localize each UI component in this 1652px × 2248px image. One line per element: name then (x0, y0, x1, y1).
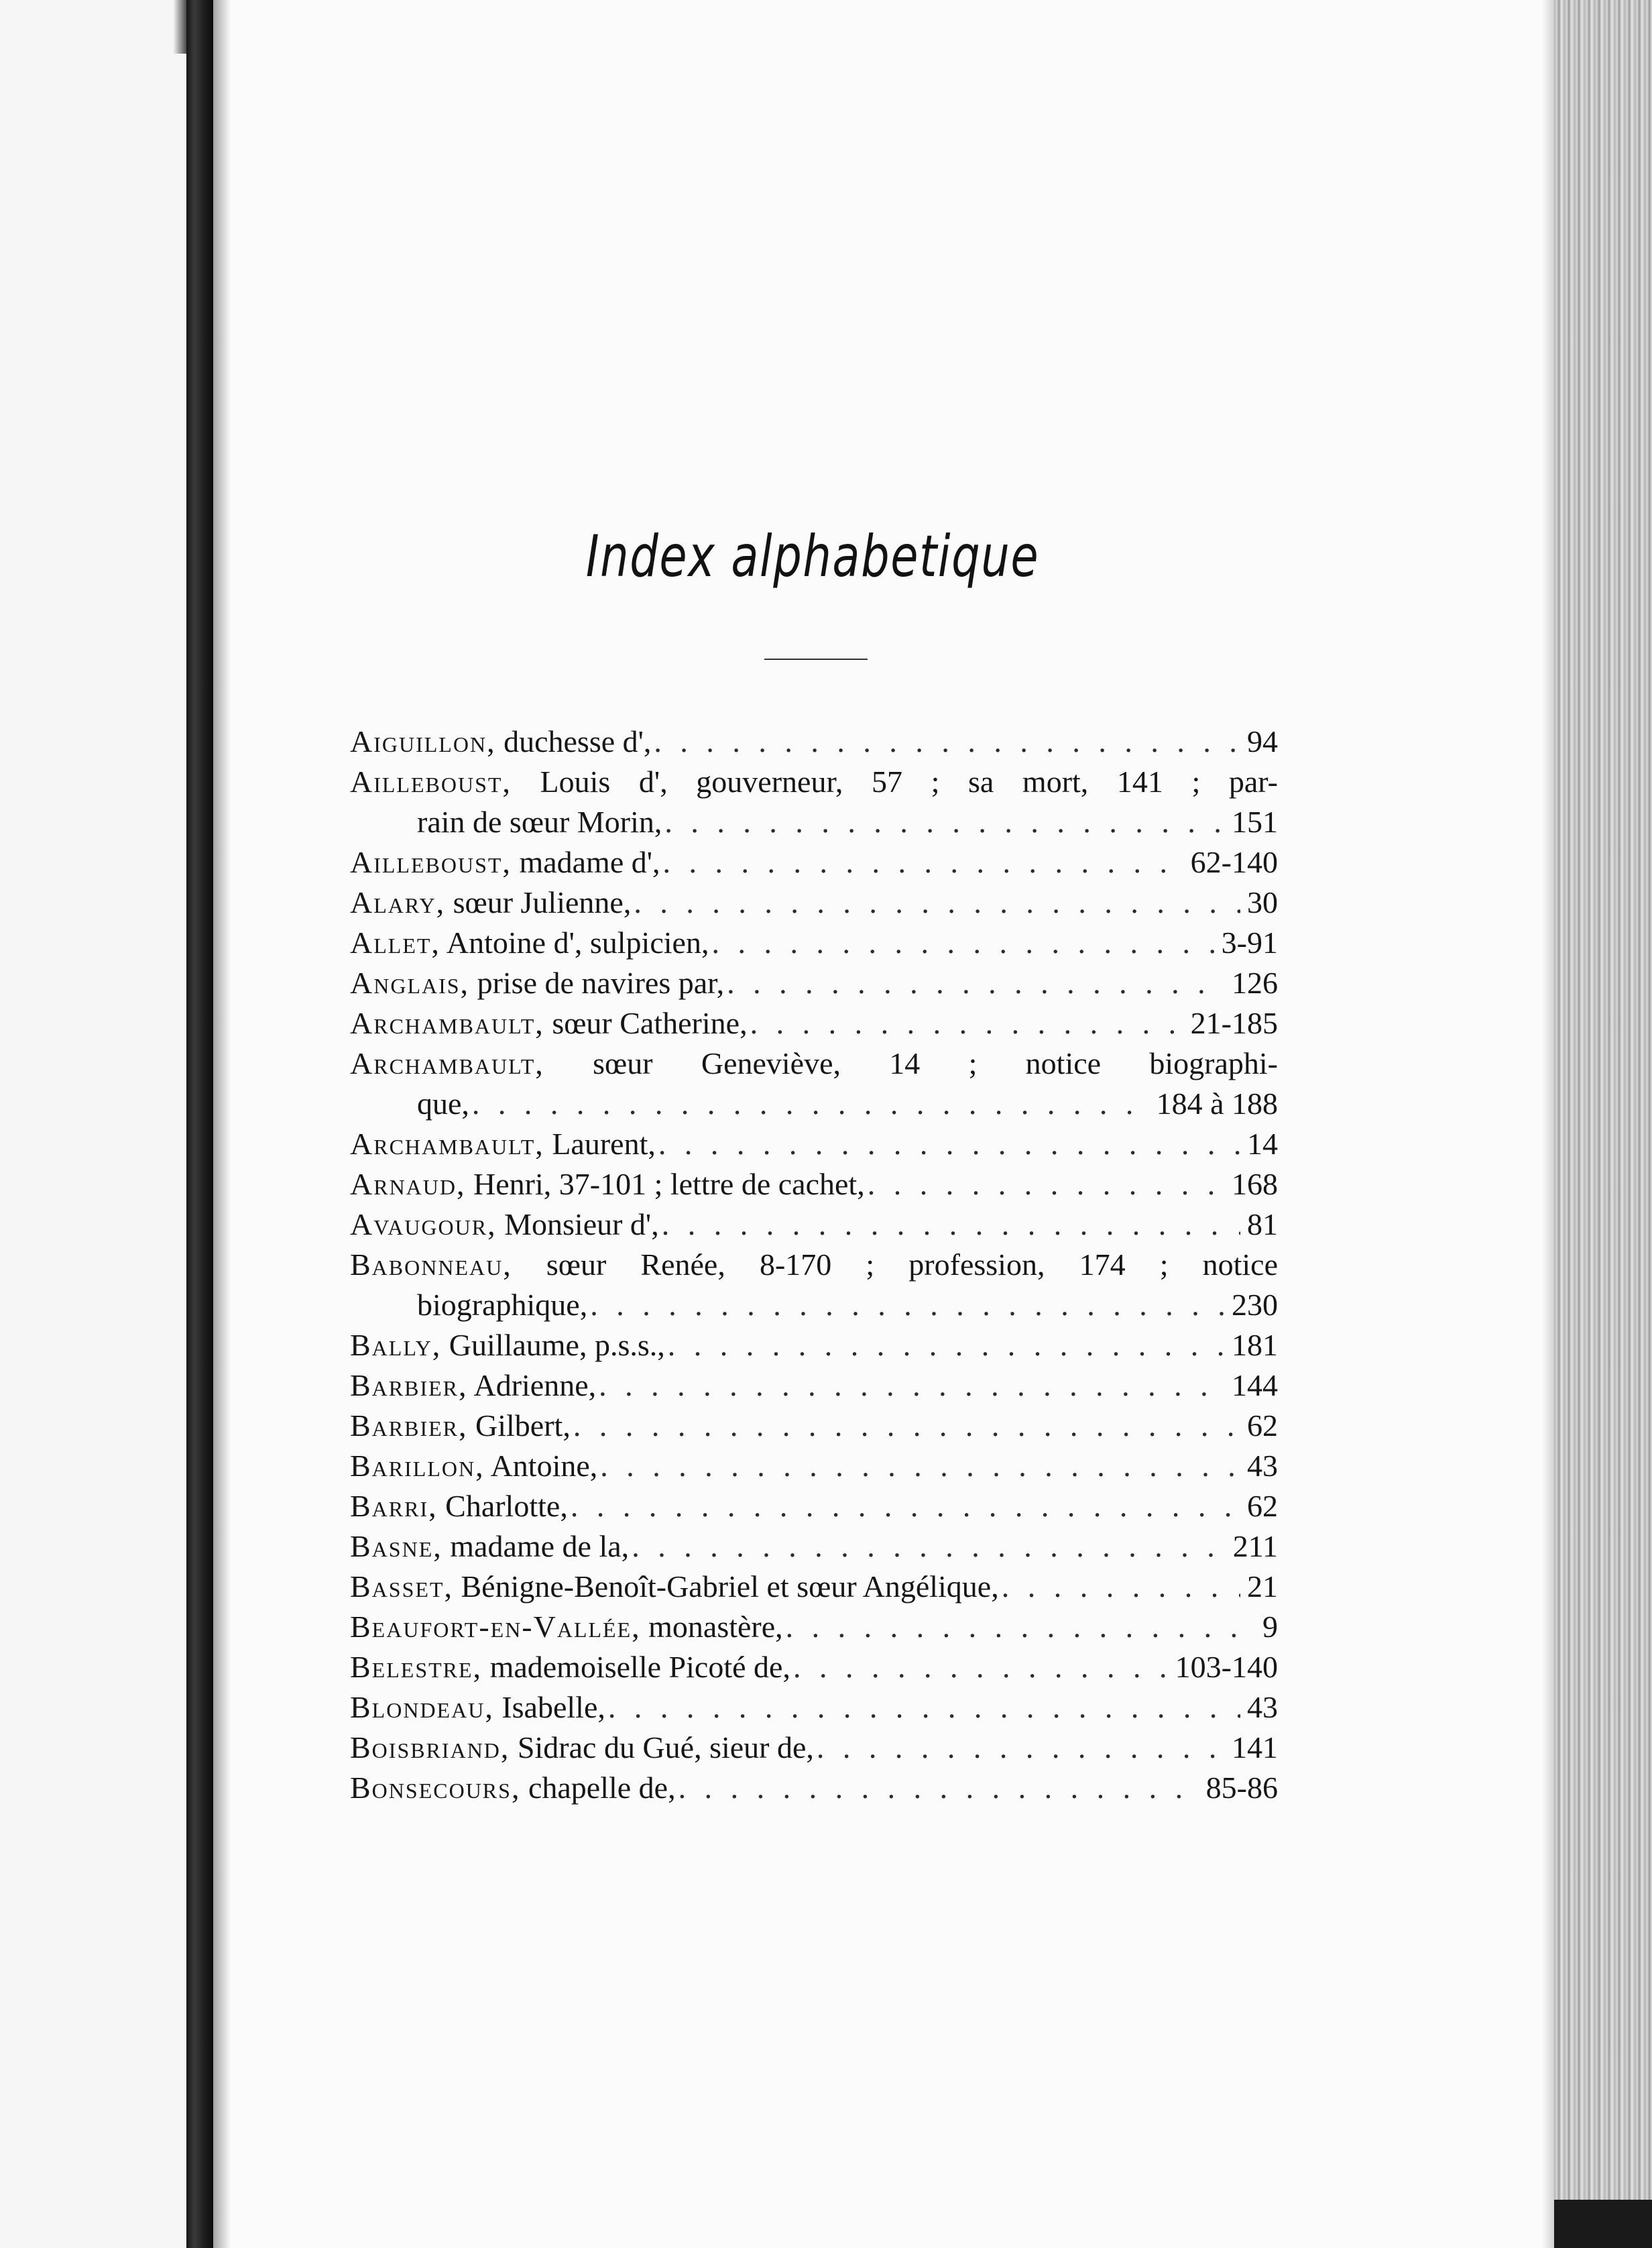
dot-leader (608, 1687, 1240, 1728)
entry-text: biographique, (417, 1288, 588, 1322)
entry-text: sœur Renée, 8-170 ; profession, 174 ; notice (512, 1247, 1278, 1282)
dot-leader (678, 1768, 1199, 1808)
dot-leader (658, 1124, 1240, 1164)
entry-pages: 9 (1262, 1610, 1278, 1644)
entry-heading: Bonsecours, (350, 1771, 521, 1805)
entry-text: madame d', (511, 845, 660, 879)
dot-leader (634, 883, 1240, 923)
index-entry (350, 1124, 1278, 1164)
entry-text: sœur Geneviève, 14 ; notice biographi- (544, 1046, 1278, 1080)
index-entry (350, 1768, 1278, 1808)
entry-pages: 21 (1247, 1569, 1278, 1604)
entry-pages: 94 (1247, 724, 1278, 758)
index-entry-continuation (350, 802, 1278, 842)
dot-leader (786, 1607, 1256, 1647)
entry-heading: Allet, (350, 925, 440, 960)
entry-heading: Bally, (350, 1328, 442, 1362)
entry-pages: 230 (1232, 1288, 1278, 1322)
entry-heading: Archambault, (350, 1127, 544, 1161)
entry-heading: Babonneau, (350, 1247, 512, 1282)
entry-text: Adrienne, (467, 1368, 597, 1402)
entry-heading: Alary, (350, 885, 446, 919)
index-entry (350, 883, 1278, 923)
entry-heading: Barbier, (350, 1368, 468, 1402)
index-entry (350, 1204, 1278, 1245)
entry-text: que, (417, 1086, 469, 1121)
entry-text: Sidrac du Gué, sieur de, (510, 1730, 814, 1764)
dot-leader (793, 1647, 1169, 1687)
entry-heading: Beaufort-en-Vallée, (350, 1610, 641, 1644)
entry-heading: Ailleboust, (350, 845, 512, 879)
entry-heading: Archambault, (350, 1046, 544, 1080)
entry-text: duchesse d', (495, 724, 652, 758)
entry-text: monastère, (640, 1610, 783, 1644)
scan-top-mark (173, 0, 188, 54)
dot-leader (571, 1486, 1240, 1526)
index-entry (350, 722, 1278, 762)
entry-pages: 81 (1247, 1207, 1278, 1241)
entry-pages: 43 (1247, 1690, 1278, 1724)
index-entry (350, 1526, 1278, 1567)
entry-text: mademoiselle Picoté de, (482, 1650, 790, 1684)
index-entry (350, 1687, 1278, 1728)
title-rule (764, 659, 868, 660)
scan-gutter-shadow (213, 0, 231, 2248)
entry-text: Bénigne-Benoît-Gabriel et sœur Angélique, (453, 1569, 999, 1604)
entry-text: Isabelle, (493, 1690, 605, 1724)
dot-leader (664, 802, 1225, 842)
dot-leader (727, 963, 1225, 1003)
entry-pages: 126 (1232, 966, 1278, 1000)
scan-left-page-edge (0, 0, 186, 2248)
entry-text: chapelle de, (520, 1771, 676, 1805)
entry-pages: 21-185 (1190, 1006, 1278, 1040)
entry-heading: Barillon, (350, 1449, 485, 1483)
index-entry (350, 1406, 1278, 1446)
entry-pages: 43 (1247, 1449, 1278, 1483)
entry-text: Antoine, (484, 1449, 598, 1483)
scan-book-gutter (186, 0, 213, 2248)
entry-heading: Barbier, (350, 1408, 468, 1443)
index-entry (350, 1567, 1278, 1607)
entry-heading: Arnaud, (350, 1167, 466, 1201)
entry-text: Charlotte, (437, 1489, 568, 1523)
index-entry-continuation (350, 1084, 1278, 1124)
index-entry (350, 1728, 1278, 1768)
entry-pages: 184 à 188 (1156, 1086, 1278, 1121)
entry-pages: 211 (1232, 1529, 1278, 1563)
entry-pages: 144 (1232, 1368, 1278, 1402)
entry-text: Henri, 37-101 ; lettre de cachet, (465, 1167, 865, 1201)
index-entry (350, 1245, 1278, 1285)
scan-page-edges (1554, 0, 1652, 2248)
dot-leader (750, 1003, 1184, 1044)
entry-pages: 85-86 (1205, 1771, 1278, 1805)
scan-bottom-corner (1554, 2200, 1652, 2248)
dot-leader (600, 1446, 1240, 1486)
entry-text: Laurent, (544, 1127, 656, 1161)
entry-text: madame de la, (442, 1529, 630, 1563)
entry-pages: 62 (1247, 1408, 1278, 1443)
index-entry (350, 1486, 1278, 1526)
entry-heading: Barri, (350, 1489, 438, 1523)
entry-text: Gilbert, (467, 1408, 571, 1443)
entry-pages: 3-91 (1221, 925, 1278, 960)
index-entry-continuation (350, 1285, 1278, 1325)
dot-leader (573, 1406, 1240, 1446)
dot-leader (654, 722, 1240, 762)
index-entry (350, 1044, 1278, 1084)
entry-pages: 62 (1247, 1489, 1278, 1523)
entry-heading: Aiguillon, (350, 724, 496, 758)
dot-leader (868, 1164, 1225, 1204)
index-entry (350, 1607, 1278, 1647)
index-entry (350, 1003, 1278, 1044)
entry-heading: Boisbriand, (350, 1730, 510, 1764)
entry-pages: 168 (1232, 1167, 1278, 1201)
entry-text: prise de navires par, (469, 966, 725, 1000)
entry-text: Antoine d', sulpicien, (440, 925, 709, 960)
index-entry (350, 1647, 1278, 1687)
entry-heading: Basset, (350, 1569, 453, 1604)
entry-pages: 151 (1232, 805, 1278, 839)
dot-leader (668, 1325, 1225, 1365)
dot-leader (662, 1204, 1240, 1245)
index-entry (350, 1164, 1278, 1204)
entry-pages: 14 (1247, 1127, 1278, 1161)
entry-heading: Blondeau, (350, 1690, 494, 1724)
index-entry (350, 1325, 1278, 1365)
scan-right-shadow (1542, 0, 1555, 2248)
dot-leader (663, 842, 1184, 883)
entry-pages: 62-140 (1190, 845, 1278, 879)
entry-pages: 181 (1232, 1328, 1278, 1362)
index-entry (350, 842, 1278, 883)
dot-leader (1002, 1567, 1240, 1607)
entry-heading: Anglais, (350, 966, 470, 1000)
entry-pages: 141 (1232, 1730, 1278, 1764)
dot-leader (599, 1365, 1225, 1406)
entry-text: sœur Catherine, (544, 1006, 748, 1040)
dot-leader (590, 1285, 1225, 1325)
index-entry (350, 963, 1278, 1003)
entry-text: sœur Julienne, (445, 885, 632, 919)
entry-heading: Avaugour, (350, 1207, 497, 1241)
index-entry (350, 1365, 1278, 1406)
entry-text: Guillaume, p.s.s., (441, 1328, 665, 1362)
entry-pages: 30 (1247, 885, 1278, 919)
entry-heading: Basne, (350, 1529, 442, 1563)
entry-heading: Ailleboust, (350, 765, 512, 799)
page-title: Index alphabetique (585, 523, 1040, 590)
index-entry (350, 1446, 1278, 1486)
dot-leader (472, 1084, 1150, 1124)
entry-text: rain de sœur Morin, (417, 805, 662, 839)
entry-heading: Belestre, (350, 1650, 483, 1684)
index-list (350, 722, 1278, 1808)
entry-pages: 103-140 (1175, 1650, 1278, 1684)
entry-text: Monsieur d', (496, 1207, 659, 1241)
index-entry (350, 923, 1278, 963)
entry-heading: Archambault, (350, 1006, 544, 1040)
dot-leader (817, 1728, 1225, 1768)
dot-leader (711, 923, 1214, 963)
dot-leader (632, 1526, 1226, 1567)
entry-text: Louis d', gouverneur, 57 ; sa mort, 141 ; par- (511, 765, 1278, 799)
index-entry (350, 762, 1278, 802)
